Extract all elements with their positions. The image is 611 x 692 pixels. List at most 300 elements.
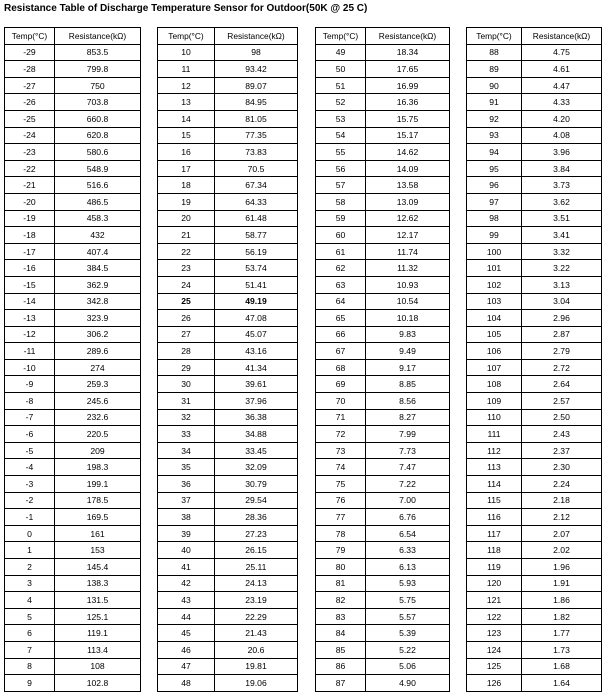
temp-cell: 92 — [467, 110, 522, 127]
table-row — [316, 144, 450, 161]
table-row — [316, 177, 450, 194]
resistance-cell: 28.36 — [215, 509, 298, 526]
temp-cell: 107 — [467, 359, 522, 376]
temp-cell: 94 — [467, 144, 522, 161]
resistance-header: Resistance(kΩ) — [522, 28, 602, 45]
resistance-cell: 14.09 — [366, 160, 450, 177]
table-row — [158, 376, 298, 393]
temp-cell: 15 — [158, 127, 215, 144]
resistance-cell: 25.11 — [215, 559, 298, 576]
resistance-cell: 161 — [55, 525, 141, 542]
resistance-cell: 108 — [55, 658, 141, 675]
resistance-cell: 220.5 — [55, 426, 141, 443]
table-row — [158, 61, 298, 78]
temp-cell: -6 — [5, 426, 55, 443]
temp-cell: -28 — [5, 61, 55, 78]
temp-cell: 58 — [316, 193, 366, 210]
table-row — [467, 61, 602, 78]
table-row — [467, 243, 602, 260]
table-row — [316, 376, 450, 393]
resistance-cell: 30.79 — [215, 476, 298, 493]
temp-header: Temp(°C) — [158, 28, 215, 45]
resistance-cell: 259.3 — [55, 376, 141, 393]
table-row — [467, 326, 602, 343]
resistance-cell: 33.45 — [215, 442, 298, 459]
resistance-cell: 3.04 — [522, 293, 602, 310]
temp-cell: 12 — [158, 77, 215, 94]
table-row — [5, 44, 141, 61]
temp-cell: 118 — [467, 542, 522, 559]
resistance-cell: 4.75 — [522, 44, 602, 61]
temp-cell: 33 — [158, 426, 215, 443]
table-row — [467, 343, 602, 360]
temp-cell: 21 — [158, 227, 215, 244]
temp-cell: 2 — [5, 559, 55, 576]
temp-cell: -11 — [5, 343, 55, 360]
resistance-cell: 61.48 — [215, 210, 298, 227]
temp-cell: -17 — [5, 243, 55, 260]
table-row — [158, 459, 298, 476]
table-row — [158, 77, 298, 94]
temp-cell: 63 — [316, 276, 366, 293]
temp-cell: 60 — [316, 227, 366, 244]
resistance-cell: 29.54 — [215, 492, 298, 509]
temp-cell: 24 — [158, 276, 215, 293]
resistance-cell: 548.9 — [55, 160, 141, 177]
temp-cell: 84 — [316, 625, 366, 642]
table-row — [467, 77, 602, 94]
temp-cell: 29 — [158, 359, 215, 376]
temp-cell: 50 — [316, 61, 366, 78]
table-row — [5, 110, 141, 127]
temp-cell: 88 — [467, 44, 522, 61]
table-row — [5, 492, 141, 509]
resistance-cell: 70.5 — [215, 160, 298, 177]
resistance-cell: 10.54 — [366, 293, 450, 310]
temp-cell: 20 — [158, 210, 215, 227]
temp-cell: 40 — [158, 542, 215, 559]
table-row — [158, 608, 298, 625]
temp-cell: 125 — [467, 658, 522, 675]
table-row — [5, 193, 141, 210]
resistance-cell: 2.64 — [522, 376, 602, 393]
table-row — [158, 44, 298, 61]
resistance-cell: 9.17 — [366, 359, 450, 376]
temp-cell: 82 — [316, 592, 366, 609]
temp-cell: -19 — [5, 210, 55, 227]
table-row — [5, 426, 141, 443]
table-row — [158, 127, 298, 144]
resistance-cell: 274 — [55, 359, 141, 376]
table-row — [316, 442, 450, 459]
temp-cell: 19 — [158, 193, 215, 210]
table-row — [5, 310, 141, 327]
table-row — [5, 243, 141, 260]
table-row — [467, 509, 602, 526]
temp-cell: 26 — [158, 310, 215, 327]
table-row — [316, 542, 450, 559]
resistance-cell: 6.54 — [366, 525, 450, 542]
resistance-cell: 169.5 — [55, 509, 141, 526]
resistance-cell: 56.19 — [215, 243, 298, 260]
table-row — [158, 310, 298, 327]
temp-cell: 85 — [316, 641, 366, 658]
table-row — [5, 326, 141, 343]
table-row — [467, 193, 602, 210]
table-row — [5, 127, 141, 144]
temp-cell: -23 — [5, 144, 55, 161]
table-row — [467, 525, 602, 542]
table-row — [158, 641, 298, 658]
temp-cell: 78 — [316, 525, 366, 542]
temp-cell: -18 — [5, 227, 55, 244]
temp-cell: 57 — [316, 177, 366, 194]
table-row — [316, 44, 450, 61]
table-row — [158, 592, 298, 609]
resistance-cell: 3.62 — [522, 193, 602, 210]
temp-cell: -2 — [5, 492, 55, 509]
resistance-cell: 323.9 — [55, 310, 141, 327]
temp-cell: 54 — [316, 127, 366, 144]
table-row — [158, 476, 298, 493]
resistance-cell: 77.35 — [215, 127, 298, 144]
table-row — [316, 675, 450, 692]
table-row — [316, 559, 450, 576]
resistance-cell: 32.09 — [215, 459, 298, 476]
temp-cell: 27 — [158, 326, 215, 343]
temp-cell: -7 — [5, 409, 55, 426]
table-row — [158, 227, 298, 244]
table-row — [467, 127, 602, 144]
resistance-cell: 3.13 — [522, 276, 602, 293]
table-row — [5, 77, 141, 94]
temp-cell: 69 — [316, 376, 366, 393]
resistance-cell: 2.79 — [522, 343, 602, 360]
table-row — [5, 442, 141, 459]
resistance-cell: 2.30 — [522, 459, 602, 476]
resistance-cell: 36.38 — [215, 409, 298, 426]
resistance-cell: 3.84 — [522, 160, 602, 177]
table-row — [467, 575, 602, 592]
resistance-cell: 4.90 — [366, 675, 450, 692]
table-row — [158, 509, 298, 526]
table-row — [316, 393, 450, 410]
resistance-cell: 5.22 — [366, 641, 450, 658]
resistance-cell: 1.68 — [522, 658, 602, 675]
resistance-cell: 3.32 — [522, 243, 602, 260]
table-row — [158, 110, 298, 127]
table-row — [5, 376, 141, 393]
table-row — [316, 525, 450, 542]
resistance-cell: 2.07 — [522, 525, 602, 542]
table-row — [5, 459, 141, 476]
resistance-cell: 1.96 — [522, 559, 602, 576]
table-row — [5, 542, 141, 559]
resistance-header: Resistance(kΩ) — [215, 28, 298, 45]
resistance-cell: 98 — [215, 44, 298, 61]
temp-cell: 48 — [158, 675, 215, 692]
temp-cell: 9 — [5, 675, 55, 692]
temp-cell: -1 — [5, 509, 55, 526]
temp-cell: -10 — [5, 359, 55, 376]
temp-cell: 52 — [316, 94, 366, 111]
temp-cell: 5 — [5, 608, 55, 625]
resistance-cell: 7.73 — [366, 442, 450, 459]
temp-cell: 51 — [316, 77, 366, 94]
temp-cell: -26 — [5, 94, 55, 111]
resistance-cell: 84.95 — [215, 94, 298, 111]
table-row — [467, 459, 602, 476]
resistance-cell: 2.18 — [522, 492, 602, 509]
resistance-cell: 8.85 — [366, 376, 450, 393]
resistance-cell: 198.3 — [55, 459, 141, 476]
temp-cell: 115 — [467, 492, 522, 509]
table-row — [158, 575, 298, 592]
table-row — [316, 409, 450, 426]
table-row — [5, 359, 141, 376]
table-row — [467, 608, 602, 625]
table-row — [316, 641, 450, 658]
temp-cell: 8 — [5, 658, 55, 675]
resistance-cell: 23.19 — [215, 592, 298, 609]
table-row — [5, 575, 141, 592]
table-row — [158, 177, 298, 194]
temp-cell: 71 — [316, 409, 366, 426]
resistance-cell: 1.91 — [522, 575, 602, 592]
temp-cell: -29 — [5, 44, 55, 61]
resistance-cell: 9.49 — [366, 343, 450, 360]
table-row — [316, 94, 450, 111]
temp-cell: -3 — [5, 476, 55, 493]
resistance-cell: 16.36 — [366, 94, 450, 111]
table-row — [316, 127, 450, 144]
temp-cell: 102 — [467, 276, 522, 293]
table-row — [158, 658, 298, 675]
temp-cell: 96 — [467, 177, 522, 194]
table-row — [316, 61, 450, 78]
resistance-cell: 3.41 — [522, 227, 602, 244]
resistance-table-4 — [466, 27, 602, 692]
resistance-cell: 49.19 — [215, 293, 298, 310]
table-row — [158, 144, 298, 161]
table-row — [5, 144, 141, 161]
resistance-cell: 81.05 — [215, 110, 298, 127]
resistance-cell: 5.39 — [366, 625, 450, 642]
resistance-cell: 3.22 — [522, 260, 602, 277]
resistance-cell: 407.4 — [55, 243, 141, 260]
resistance-cell: 2.24 — [522, 476, 602, 493]
table-row — [467, 177, 602, 194]
temp-cell: 76 — [316, 492, 366, 509]
resistance-cell: 2.96 — [522, 310, 602, 327]
resistance-cell: 384.5 — [55, 260, 141, 277]
table-row — [467, 110, 602, 127]
table-row — [316, 658, 450, 675]
temp-cell: 34 — [158, 442, 215, 459]
temp-cell: 3 — [5, 575, 55, 592]
table-header-row — [158, 28, 298, 45]
resistance-cell: 7.22 — [366, 476, 450, 493]
table-row — [467, 625, 602, 642]
resistance-cell: 2.50 — [522, 409, 602, 426]
resistance-cell: 1.73 — [522, 641, 602, 658]
resistance-cell: 20.6 — [215, 641, 298, 658]
resistance-cell: 14.62 — [366, 144, 450, 161]
resistance-cell: 516.6 — [55, 177, 141, 194]
table-row — [316, 260, 450, 277]
resistance-cell: 178.5 — [55, 492, 141, 509]
temp-cell: -8 — [5, 393, 55, 410]
table-header-row — [467, 28, 602, 45]
table-row — [316, 476, 450, 493]
temp-cell: 39 — [158, 525, 215, 542]
temp-cell: 114 — [467, 476, 522, 493]
temp-cell: 81 — [316, 575, 366, 592]
table-row — [467, 641, 602, 658]
temp-cell: 117 — [467, 525, 522, 542]
resistance-cell: 37.96 — [215, 393, 298, 410]
temp-cell: 23 — [158, 260, 215, 277]
temp-cell: 35 — [158, 459, 215, 476]
table-row — [467, 210, 602, 227]
temp-cell: 68 — [316, 359, 366, 376]
temp-cell: 111 — [467, 426, 522, 443]
temp-cell: 91 — [467, 94, 522, 111]
table-row — [5, 160, 141, 177]
temp-cell: 61 — [316, 243, 366, 260]
table-row — [467, 476, 602, 493]
temp-cell: 64 — [316, 293, 366, 310]
temp-cell: -15 — [5, 276, 55, 293]
resistance-cell: 2.57 — [522, 393, 602, 410]
temp-cell: 113 — [467, 459, 522, 476]
resistance-header: Resistance(kΩ) — [366, 28, 450, 45]
table-row — [5, 658, 141, 675]
table-row — [316, 293, 450, 310]
table-row — [316, 276, 450, 293]
resistance-cell: 22.29 — [215, 608, 298, 625]
resistance-cell: 199.1 — [55, 476, 141, 493]
table-header-row — [5, 28, 141, 45]
temp-cell: 31 — [158, 393, 215, 410]
resistance-cell: 19.81 — [215, 658, 298, 675]
resistance-cell: 7.00 — [366, 492, 450, 509]
resistance-cell: 4.08 — [522, 127, 602, 144]
resistance-cell: 13.09 — [366, 193, 450, 210]
temp-cell: 11 — [158, 61, 215, 78]
resistance-cell: 2.02 — [522, 542, 602, 559]
resistance-cell: 5.75 — [366, 592, 450, 609]
resistance-header: Resistance(kΩ) — [55, 28, 141, 45]
resistance-cell: 8.27 — [366, 409, 450, 426]
table-row — [158, 542, 298, 559]
temp-cell: 53 — [316, 110, 366, 127]
table-row — [5, 509, 141, 526]
temp-cell: 77 — [316, 509, 366, 526]
temp-cell: 66 — [316, 326, 366, 343]
temp-cell: 87 — [316, 675, 366, 692]
resistance-cell: 2.37 — [522, 442, 602, 459]
resistance-cell: 24.13 — [215, 575, 298, 592]
temp-cell: 83 — [316, 608, 366, 625]
table-row — [5, 608, 141, 625]
resistance-cell: 4.61 — [522, 61, 602, 78]
resistance-cell: 17.65 — [366, 61, 450, 78]
table-row — [316, 326, 450, 343]
table-row — [467, 144, 602, 161]
table-row — [158, 492, 298, 509]
temp-cell: 101 — [467, 260, 522, 277]
temp-cell: 75 — [316, 476, 366, 493]
temp-cell: 73 — [316, 442, 366, 459]
temp-cell: 99 — [467, 227, 522, 244]
resistance-cell: 73.83 — [215, 144, 298, 161]
resistance-cell: 13.58 — [366, 177, 450, 194]
table-row — [158, 94, 298, 111]
temp-cell: 55 — [316, 144, 366, 161]
temp-cell: 44 — [158, 608, 215, 625]
resistance-cell: 11.32 — [366, 260, 450, 277]
resistance-cell: 43.16 — [215, 343, 298, 360]
temp-cell: -13 — [5, 310, 55, 327]
temp-cell: 41 — [158, 559, 215, 576]
table-row — [467, 160, 602, 177]
resistance-cell: 458.3 — [55, 210, 141, 227]
table-row — [5, 293, 141, 310]
temp-cell: 14 — [158, 110, 215, 127]
table-row — [158, 359, 298, 376]
temp-cell: 1 — [5, 542, 55, 559]
temp-cell: 36 — [158, 476, 215, 493]
temp-cell: 38 — [158, 509, 215, 526]
temp-cell: 30 — [158, 376, 215, 393]
resistance-cell: 89.07 — [215, 77, 298, 94]
resistance-cell: 145.4 — [55, 559, 141, 576]
resistance-cell: 26.15 — [215, 542, 298, 559]
resistance-cell: 232.6 — [55, 409, 141, 426]
temp-cell: -21 — [5, 177, 55, 194]
temp-cell: 97 — [467, 193, 522, 210]
resistance-table-3 — [315, 27, 450, 692]
temp-cell: 43 — [158, 592, 215, 609]
temp-cell: 106 — [467, 343, 522, 360]
resistance-cell: 2.12 — [522, 509, 602, 526]
table-row — [316, 625, 450, 642]
table-row — [5, 476, 141, 493]
resistance-cell: 27.23 — [215, 525, 298, 542]
resistance-cell: 125.1 — [55, 608, 141, 625]
temp-cell: -4 — [5, 459, 55, 476]
temp-cell: 123 — [467, 625, 522, 642]
resistance-cell: 3.73 — [522, 177, 602, 194]
resistance-cell: 39.61 — [215, 376, 298, 393]
table-row — [316, 359, 450, 376]
table-row — [158, 559, 298, 576]
table-row — [158, 675, 298, 692]
table-row — [158, 393, 298, 410]
resistance-cell: 16.99 — [366, 77, 450, 94]
resistance-cell: 21.43 — [215, 625, 298, 642]
table-row — [467, 310, 602, 327]
table-row — [467, 442, 602, 459]
resistance-cell: 10.93 — [366, 276, 450, 293]
table-row — [316, 77, 450, 94]
table-row — [158, 426, 298, 443]
resistance-cell: 18.34 — [366, 44, 450, 61]
temp-cell: 110 — [467, 409, 522, 426]
resistance-cell: 2.87 — [522, 326, 602, 343]
table-row — [5, 61, 141, 78]
